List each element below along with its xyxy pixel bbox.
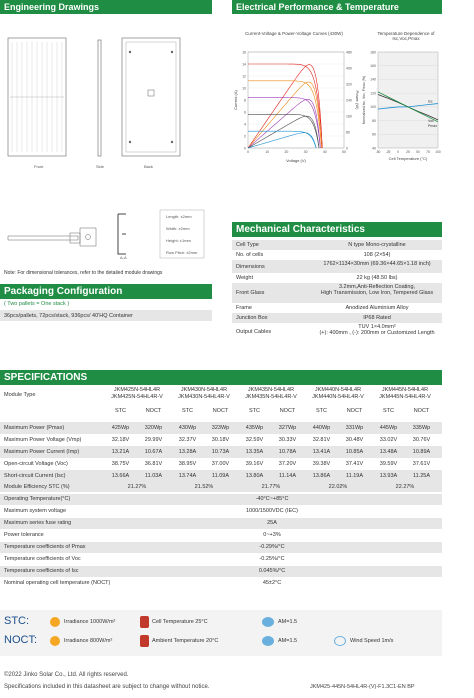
mechanical-value: 3.2mm,Anti-Reflection Coating, High Transmission, Low Iron, Tempered Glass [320, 284, 434, 296]
common-spec-value: 1000/1500VDC (IEC) [246, 508, 298, 514]
spec-value: 323Wp [211, 425, 230, 431]
temp-x-tick: -25 [385, 150, 391, 154]
mechanical-label: Front Glass [236, 290, 265, 296]
temp-y-tick: 160 [370, 64, 376, 69]
document-code: JKM425-445N-54HL4R-(V)-F1.3C1-EN BP [310, 684, 415, 690]
efficiency-value: 22.02% [328, 484, 348, 490]
iv-chart-title: Current-Voltage & Power-Voltage Curves (430W) [245, 31, 343, 36]
common-spec-row [0, 506, 442, 517]
common-spec-value: 0.045%/°C [258, 568, 286, 574]
spec-value: 32.81V [312, 437, 331, 443]
iv-ylabel-right: Power (W) [355, 90, 360, 110]
spec-value: 13.66A [111, 473, 130, 479]
mechanical-row [232, 303, 442, 313]
spec-value: 33.02V [379, 437, 398, 443]
spec-value: 37.00V [211, 461, 230, 467]
stc-header: STC [182, 408, 193, 414]
spec-value: 13.74A [178, 473, 197, 479]
common-spec-row [0, 542, 442, 553]
mechanical-row [232, 240, 442, 250]
spec-value: 10.78A [278, 449, 297, 455]
temp-y-tick: 60 [372, 132, 376, 137]
spec-value: 13.86A [312, 473, 331, 479]
spec-value: 32.59V [245, 437, 264, 443]
stc-cell-temperature: Cell Temperature 25°C [152, 619, 208, 625]
mechanical-label: Output Cables [236, 329, 272, 335]
spec-value: 13.93A [379, 473, 398, 479]
iv-x-tick: 30 [303, 150, 308, 154]
mechanical-value: TUV 1×4.0mm² (+): 400mm , (-): 200mm or Customized Length [319, 324, 435, 336]
spec-label: Maximum Power Voltage (Vmp) [4, 437, 82, 443]
iv-y2-tick: 480 [346, 50, 352, 55]
temp-ylabel: Normalized Isc, Voc, Pmax (%) [362, 75, 366, 125]
spec-value: 30.33V [278, 437, 297, 443]
spec-value: 13.21A [111, 449, 130, 455]
spec-value: 30.48V [345, 437, 364, 443]
stc-irradiance: Irradiance 1000W/m² [64, 619, 116, 625]
spec-value: 30.18V [211, 437, 230, 443]
mechanical-label: Junction Box [236, 315, 268, 321]
mechanical-label: Weight [236, 275, 254, 281]
spec-value: 13.41A [312, 449, 331, 455]
iv-y2-tick: 320 [346, 82, 352, 87]
iv-x-tick: 0 [247, 150, 249, 154]
iv-curve [248, 131, 316, 148]
sun-icon [50, 617, 60, 627]
noct-label: NOCT: [4, 634, 37, 646]
common-spec-row [0, 578, 442, 589]
iv-curve [248, 98, 320, 148]
common-spec-label: Temperature coefficients of Voc [4, 556, 81, 562]
iv-y2-tick: 160 [346, 114, 352, 119]
spec-value: 32.37V [178, 437, 197, 443]
iv-y-tick: 0 [244, 146, 246, 151]
spec-row [0, 446, 442, 458]
iv-y-tick: 6 [244, 110, 246, 115]
pv-curve [248, 133, 316, 148]
cell-temp-icon [140, 616, 149, 628]
spec-value: 37.20V [278, 461, 297, 467]
iv-x-tick: 50 [342, 150, 346, 154]
spec-label: Maximum Power (Pmax) [4, 425, 65, 431]
wind-icon [334, 636, 346, 646]
mechanical-label: No. of cells [236, 252, 264, 258]
spec-value: 10.89A [412, 449, 431, 455]
packaging-header: Packaging Configuration [0, 284, 212, 299]
spec-value: 38.95V [178, 461, 197, 467]
noct-header: NOCT [145, 408, 162, 414]
spec-row [0, 422, 442, 434]
tolerance-length: Length: ±2mm [166, 214, 192, 219]
air-mass-icon [262, 617, 274, 627]
iv-y-tick: 12 [242, 74, 246, 79]
temp-x-tick: -50 [375, 150, 381, 154]
engineering-drawings-figure [0, 30, 212, 180]
mechanical-row [232, 260, 442, 273]
spec-value: 13.48A [379, 449, 398, 455]
spec-row [0, 470, 442, 482]
temp-x-tick: 25 [406, 150, 410, 154]
temp-series-label: Voc [428, 118, 434, 123]
temp-y-tick: 120 [370, 91, 376, 96]
common-spec-value: -0.25%/°C [259, 556, 285, 562]
temp-series-label: Isc [428, 99, 433, 104]
copyright: ©2022 Jinko Solar Co., Ltd. All rights reserved. [4, 672, 129, 678]
noct-wind-speed: Wind Speed 1m/s [350, 638, 394, 644]
iv-x-tick: 10 [265, 150, 270, 154]
spec-value: 11.25A [412, 473, 431, 479]
spec-value: 10.73A [211, 449, 230, 455]
spec-value: 320Wp [144, 425, 163, 431]
spec-value: 36.81V [144, 461, 163, 467]
mechanical-value: Anodized Aluminium Alloy [345, 305, 409, 311]
common-spec-row [0, 554, 442, 565]
temp-y-tick: 40 [372, 146, 376, 151]
spec-value: 425Wp [111, 425, 130, 431]
spec-value: 335Wp [412, 425, 431, 431]
packaging-text: 36pcs/pallets, 72pcs/stack, 936pcs/ 40'HQ Container [4, 313, 133, 319]
iv-y-tick: 4 [244, 122, 246, 127]
module-model: JKM440N-54HL4R JKM440N-54HL4R-V [312, 387, 364, 400]
spec-value: 331Wp [345, 425, 364, 431]
common-spec-row [0, 518, 442, 529]
temp-x-tick: 100 [435, 150, 441, 154]
module-type-label: Module Type [4, 392, 36, 398]
noct-header: NOCT [413, 408, 430, 414]
back-view-label: Back [144, 164, 153, 169]
common-spec-value: 0~+3% [263, 532, 281, 538]
mechanical-label: Cell Type [236, 242, 259, 248]
noct-header: NOCT [346, 408, 363, 414]
iv-x-tick: 40 [322, 150, 327, 154]
side-view-label: Side [96, 164, 105, 169]
spec-value: 327Wp [278, 425, 297, 431]
spec-value: 37.41V [345, 461, 364, 467]
module-model: JKM430N-54HL4R JKM430N-54HL4R-V [178, 387, 230, 400]
module-model: JKM435N-54HL4R JKM435N-54HL4R-V [245, 387, 297, 400]
temp-y-tick: 140 [370, 77, 376, 82]
spec-value: 13.35A [245, 449, 264, 455]
noct-ambient-temperature: Ambient Temperature 20°C [152, 638, 219, 644]
spec-value: 39.16V [245, 461, 264, 467]
efficiency-value: 21.52% [194, 484, 214, 490]
spec-row [0, 434, 442, 446]
efficiency-value: 21.77% [261, 484, 281, 490]
mechanical-value: 1762×1134×30mm (69.36×44.65×1.18 inch) [323, 261, 431, 267]
temp-xlabel: Cell Temperature (°C) [388, 156, 428, 161]
temp-y-tick: 180 [370, 50, 376, 55]
iv-y2-tick: 80 [346, 130, 350, 135]
module-model: JKM425N-54HL4R JKM425N-54HL4R-V [111, 387, 163, 400]
noct-irradiance: Irradiance 800W/m² [64, 638, 113, 644]
stc-header: STC [383, 408, 394, 414]
drawing-note: Note: For dimensional tolerances, refer to the detailed module drawings [4, 270, 163, 276]
temp-chart [360, 48, 444, 182]
common-spec-value: -40°C~+85°C [255, 496, 289, 502]
spec-value: 38.75V [111, 461, 130, 467]
common-spec-value: 25A [267, 520, 277, 526]
spec-value: 13.80A [245, 473, 264, 479]
iv-xlabel: Voltage (V) [286, 158, 306, 163]
spec-value: 440Wp [312, 425, 331, 431]
iv-y-tick: 10 [242, 86, 246, 91]
spec-value: 11.14A [278, 473, 297, 479]
spec-value: 11.19A [345, 473, 364, 479]
mechanical-row [232, 313, 442, 323]
air-mass-icon [262, 636, 274, 646]
iv-y2-tick: 240 [346, 98, 352, 103]
spec-value: 29.99V [144, 437, 163, 443]
spec-value: 32.18V [111, 437, 130, 443]
spec-label: Maximum Power Current (Imp) [4, 449, 80, 455]
common-spec-value: -0.29%/°C [259, 544, 285, 550]
mechanical-value: N type Mono-crystalline [348, 242, 406, 248]
mechanical-label: Frame [236, 305, 252, 311]
iv-ylabel-left: Current (A) [233, 90, 238, 110]
disclaimer: Specifications included in this datasheet are subject to change without notice. [4, 684, 210, 690]
temp-x-tick: 75 [426, 150, 430, 154]
noct-header: NOCT [212, 408, 229, 414]
spec-label: Short-circuit Current (Isc) [4, 473, 66, 479]
common-spec-label: Power tolerance [4, 532, 44, 538]
iv-x-tick: 20 [284, 150, 289, 154]
temp-y-tick: 100 [370, 105, 376, 110]
common-spec-value: 45±2°C [262, 580, 282, 586]
pv-curve [248, 99, 320, 148]
noct-air-mass: AM=1.5 [278, 638, 298, 644]
iv-y-tick: 8 [244, 98, 246, 103]
iv-y-tick: 16 [242, 50, 246, 55]
stc-label: STC: [4, 615, 30, 627]
spec-value: 430Wp [178, 425, 197, 431]
common-spec-label: Temperature coefficients of Pmax [4, 544, 86, 550]
module-model: JKM445N-54HL4R JKM445N-54HL4R-V [379, 387, 431, 400]
section-aa-label: A-A [120, 255, 127, 260]
stc-air-mass: AM=1.5 [278, 619, 298, 625]
mechanical-row [232, 250, 442, 260]
spec-value: 39.59V [379, 461, 398, 467]
mechanical-row [232, 273, 442, 283]
temp-y-tick: 80 [372, 118, 376, 123]
tolerance-row-pitch: Row Pitch: ±2mm [166, 250, 198, 255]
spec-value: 10.85A [345, 449, 364, 455]
temp-x-tick: 0 [397, 150, 399, 154]
efficiency-label: Module Efficiency STC (%) [4, 484, 70, 490]
noct-header: NOCT [279, 408, 296, 414]
temp-series-label: Pmax [428, 123, 437, 128]
iv-y2-tick: 400 [346, 66, 352, 71]
spec-value: 37.61V [412, 461, 431, 467]
sun-icon [50, 636, 60, 646]
tolerance-width: Width: ±2mm [166, 226, 190, 231]
spec-value: 30.76V [412, 437, 431, 443]
mechanical-row [232, 323, 442, 341]
iv-chart [232, 48, 360, 182]
stc-header: STC [316, 408, 327, 414]
temp-chart-title: Temperature Dependence of Isc,Voc,Pmax [377, 31, 435, 41]
common-spec-label: Operating Temperature(°C) [4, 496, 71, 502]
common-spec-label: Maximum system voltage [4, 508, 67, 514]
efficiency-value: 22.27% [395, 484, 415, 490]
specifications-header: SPECIFICATIONS [0, 370, 442, 385]
packaging-subtitle: ( Two pallets = One stack ) [4, 301, 70, 307]
mechanical-row [232, 283, 442, 303]
common-spec-row [0, 566, 442, 577]
module-type-row [0, 386, 442, 404]
spec-value: 435Wp [245, 425, 264, 431]
mechanical-value: 22 kg (48.50 lbs) [356, 275, 398, 281]
temp-x-tick: 50 [416, 150, 420, 154]
spec-value: 445Wp [379, 425, 398, 431]
engineering-drawings-header: Engineering Drawings [0, 0, 212, 14]
common-spec-row [0, 530, 442, 541]
efficiency-row [0, 482, 442, 492]
mechanical-label: Dimensions [236, 263, 265, 270]
common-spec-label: Nominal operating cell temperature (NOCT) [4, 580, 111, 586]
stc-noct-header-row [0, 408, 442, 418]
spec-value: 11.09A [211, 473, 230, 479]
mechanical-value: IP68 Rated [363, 315, 391, 321]
efficiency-value: 21.27% [127, 484, 147, 490]
common-spec-row [0, 494, 442, 505]
spec-value: 13.28A [178, 449, 197, 455]
mechanical-value: 108 (2×54) [363, 252, 391, 258]
stc-header: STC [115, 408, 126, 414]
front-view-label: Front [34, 164, 44, 169]
common-spec-label: Maximum series fuse rating [4, 520, 72, 526]
spec-row [0, 458, 442, 470]
electrical-header: Electrical Performance & Temperature Dependence [232, 0, 442, 14]
spec-value: 10.67A [144, 449, 163, 455]
spec-value: 39.38V [312, 461, 331, 467]
spec-label: Open-circuit Voltage (Voc) [4, 461, 68, 467]
mechanical-header: Mechanical Characteristics [232, 222, 442, 237]
tolerance-height: Height: ±1mm [166, 238, 191, 243]
iv-y2-tick: 0 [346, 146, 348, 151]
common-spec-label: Temperature coefficients of Isc [4, 568, 79, 574]
stc-header: STC [249, 408, 260, 414]
spec-value: 11.03A [144, 473, 163, 479]
iv-y-tick: 2 [244, 134, 246, 139]
ambient-temp-icon [140, 635, 149, 647]
iv-y-tick: 14 [242, 62, 246, 67]
